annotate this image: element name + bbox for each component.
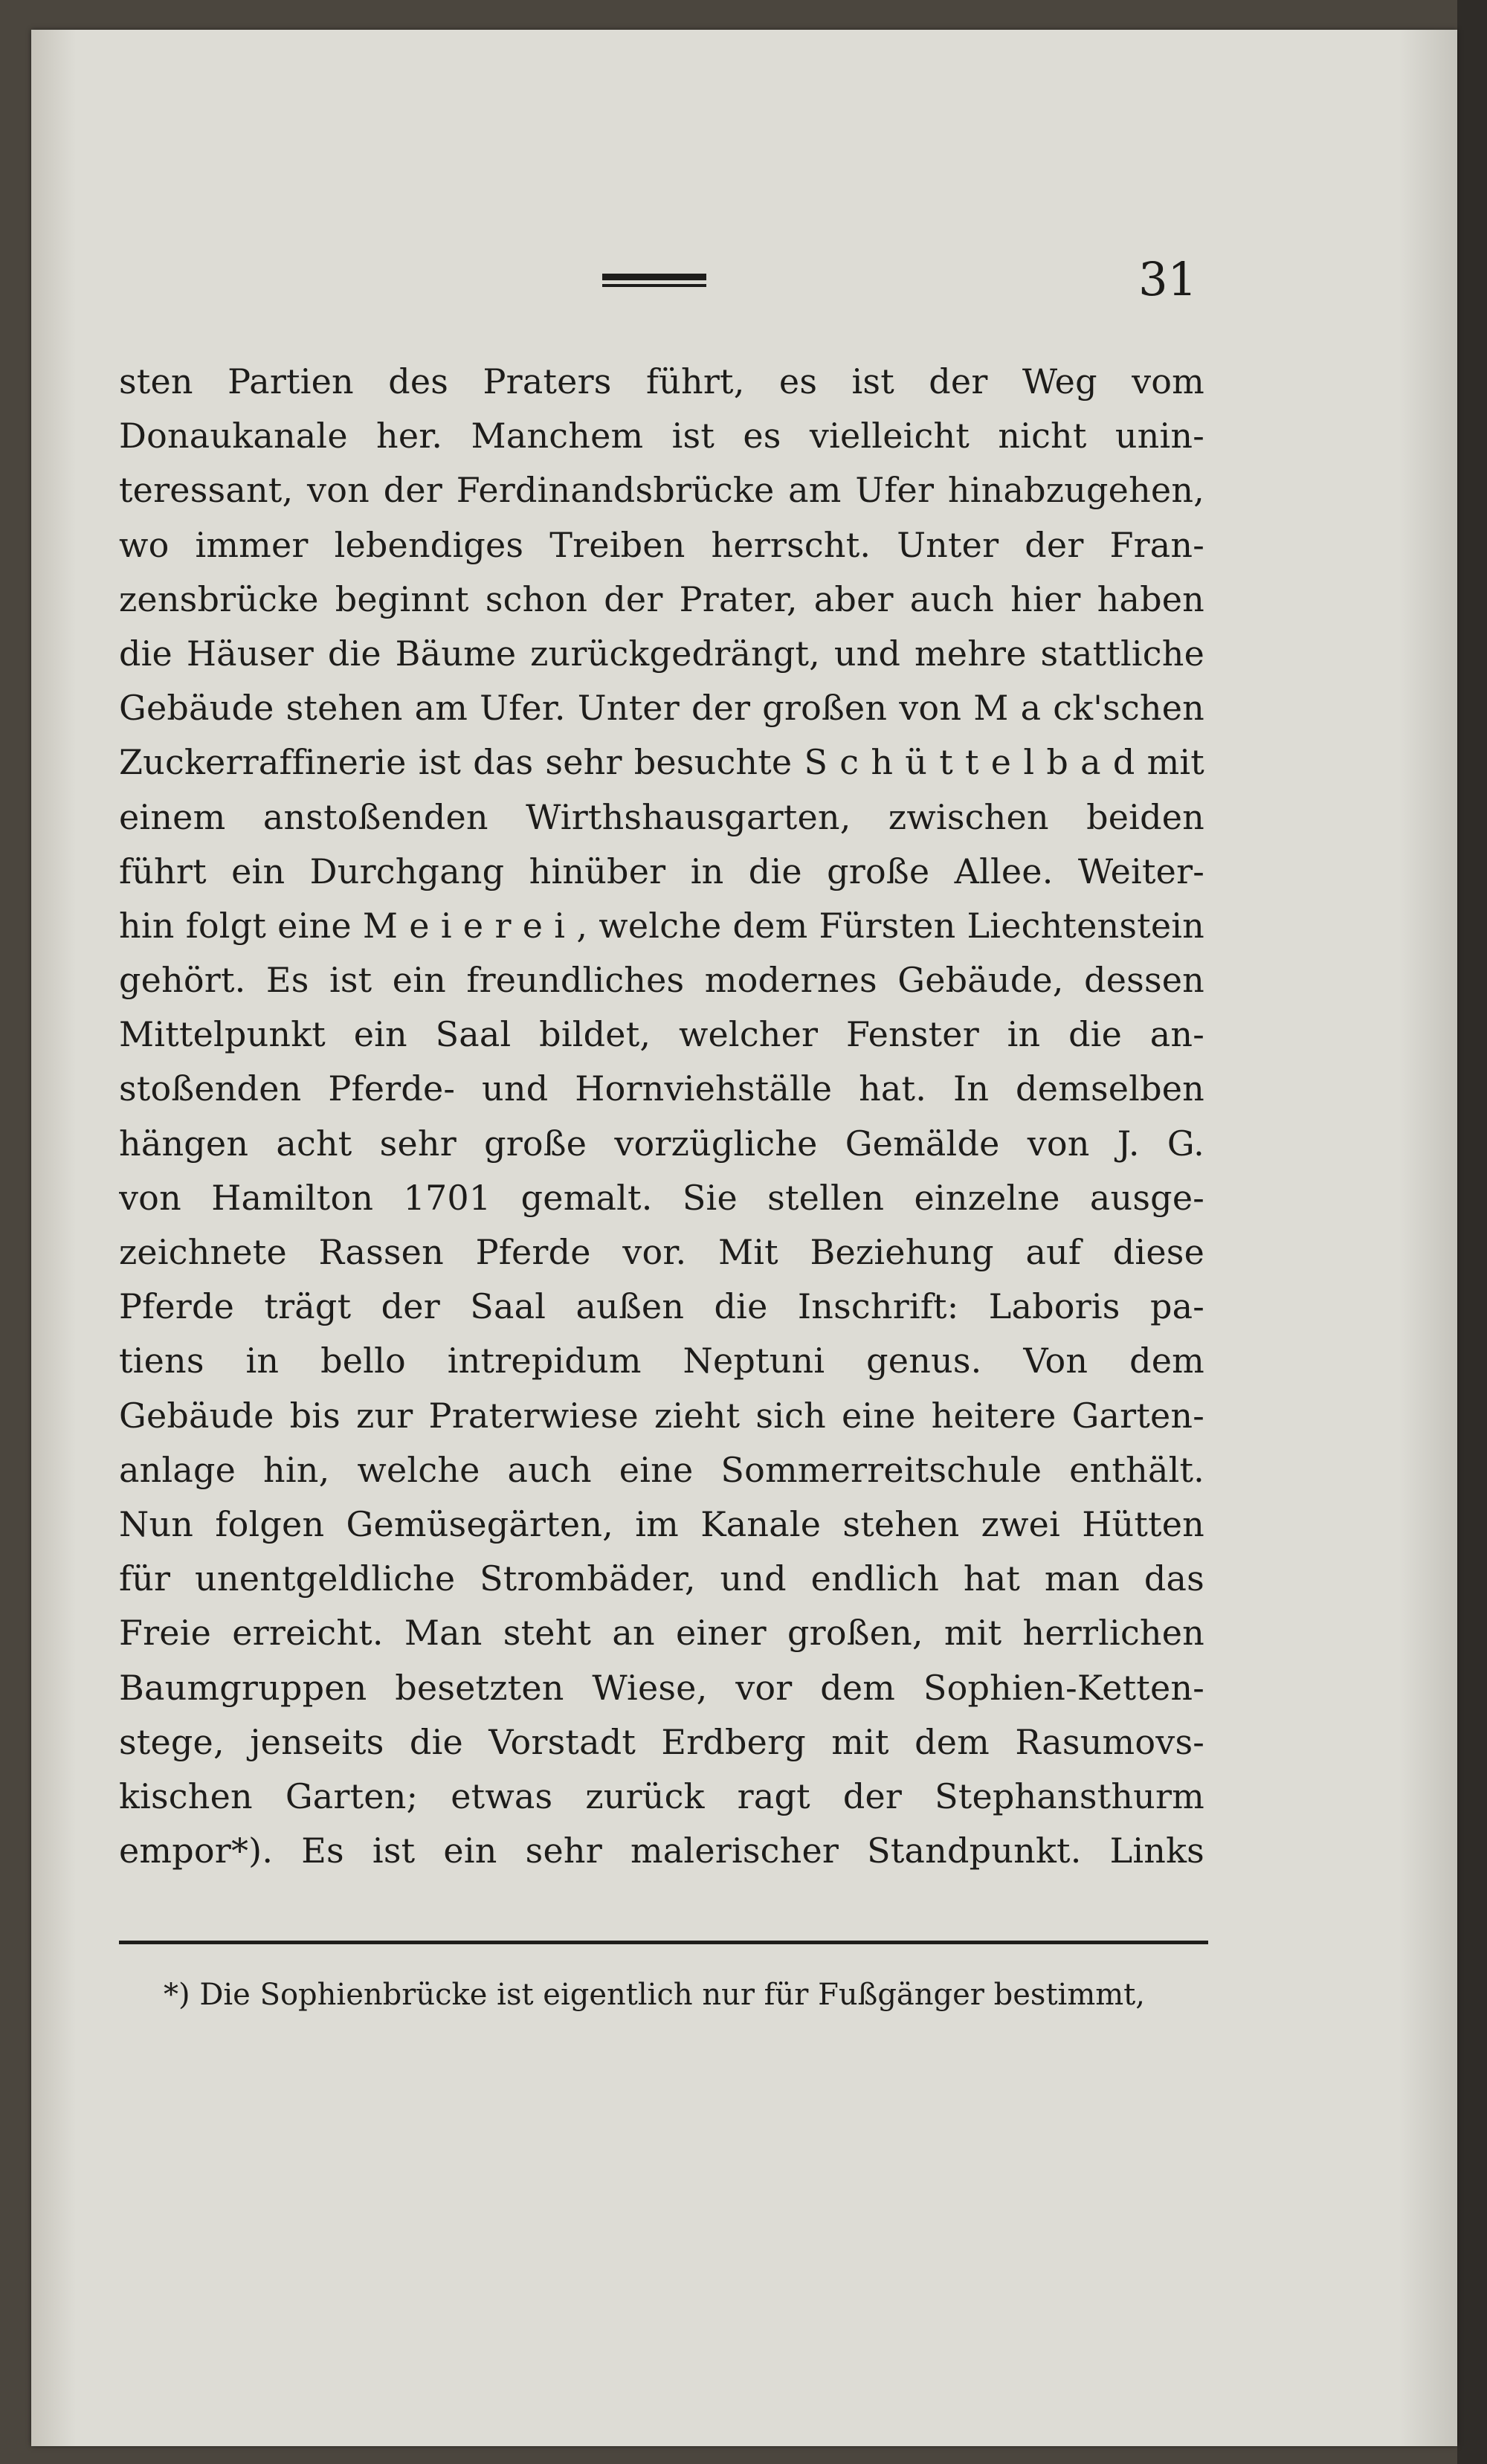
text-line-20: Gebäude bis zur Praterwiese zieht sich eine heitere Garten- (119, 1395, 1204, 1436)
text-line-1: sten Partien des Praters führt, es ist der Weg vom (119, 361, 1204, 401)
body-text (119, 355, 1204, 1878)
text-line-6: die Häuser die Bäume zurückgedrängt, und mehre stattliche (119, 633, 1204, 674)
text-line-21: anlage hin, welche auch eine Sommerreitschule enthält. (119, 1449, 1204, 1490)
text-line-8: Zuckerraffinerie ist das sehr besuchte S c h ü t t e l b a d mit (119, 742, 1204, 783)
footnote-rule (119, 1941, 1208, 1944)
text-line-11: hin folgt eine M e i e r e i , welche dem Fürsten Liechtenstein (119, 905, 1204, 946)
text-line-14: stoßenden Pferde- und Hornviehställe hat. In demselben (119, 1068, 1204, 1109)
text-line-3: teressant, von der Ferdinandsbrücke am Ufer hinabzugehen, (119, 470, 1204, 511)
footnote: *) Die Sophienbrücke ist eigentlich nur für Fußgänger bestimmt, (164, 1978, 1145, 2012)
text-line-24: Freie erreicht. Man steht an einer großen, mit herrlichen (119, 1613, 1204, 1654)
text-line-28: empor*). Es ist ein sehr malerischer Standpunkt. Links (119, 1831, 1204, 1871)
book-binding-edge (1457, 0, 1487, 2464)
text-line-26: stege, jenseits die Vorstadt Erdberg mit dem Rasumovs- (119, 1721, 1204, 1762)
page-number: 31 (1138, 252, 1197, 306)
text-line-23: für unentgeldliche Strombäder, und endlich hat man das (119, 1558, 1204, 1599)
text-line-7: Gebäude stehen am Ufer. Unter der großen von M a ck'schen (119, 688, 1204, 729)
text-line-25: Baumgruppen besetzten Wiese, vor dem Sophien-Ketten- (119, 1667, 1204, 1708)
text-line-10: führt ein Durchgang hinüber in die große Allee. Weiter- (119, 851, 1204, 891)
text-line-15: hängen acht sehr große vorzügliche Gemälde von J. G. (119, 1123, 1204, 1164)
text-line-16: von Hamilton 1701 gemalt. Sie stellen einzelne ausge- (119, 1177, 1204, 1218)
text-line-9: einem anstoßenden Wirthshausgarten, zwischen beiden (119, 796, 1204, 837)
text-line-19: tiens in bello intrepidum Neptuni genus. Von dem (119, 1341, 1204, 1381)
text-line-4: wo immer lebendiges Treiben herrscht. Unter der Fran- (119, 524, 1204, 565)
text-line-17: zeichnete Rassen Pferde vor. Mit Beziehung auf diese (119, 1232, 1204, 1272)
header-double-rule (602, 274, 706, 287)
text-line-18: Pferde trägt der Saal außen die Inschrift: Laboris pa- (119, 1286, 1204, 1327)
text-line-12: gehört. Es ist ein freundliches modernes Gebäude, dessen (119, 960, 1204, 1001)
text-line-5: zensbrücke beginnt schon der Prater, aber auch hier haben (119, 578, 1204, 619)
text-line-2: Donaukanale her. Manchem ist es vielleicht nicht unin- (119, 416, 1204, 457)
text-line-13: Mittelpunkt ein Saal bildet, welcher Fenster in die an- (119, 1014, 1204, 1055)
text-line-27: kischen Garten; etwas zurück ragt der Stephansthurm (119, 1776, 1204, 1816)
text-line-22: Nun folgen Gemüsegärten, im Kanale stehen zwei Hütten (119, 1503, 1204, 1544)
